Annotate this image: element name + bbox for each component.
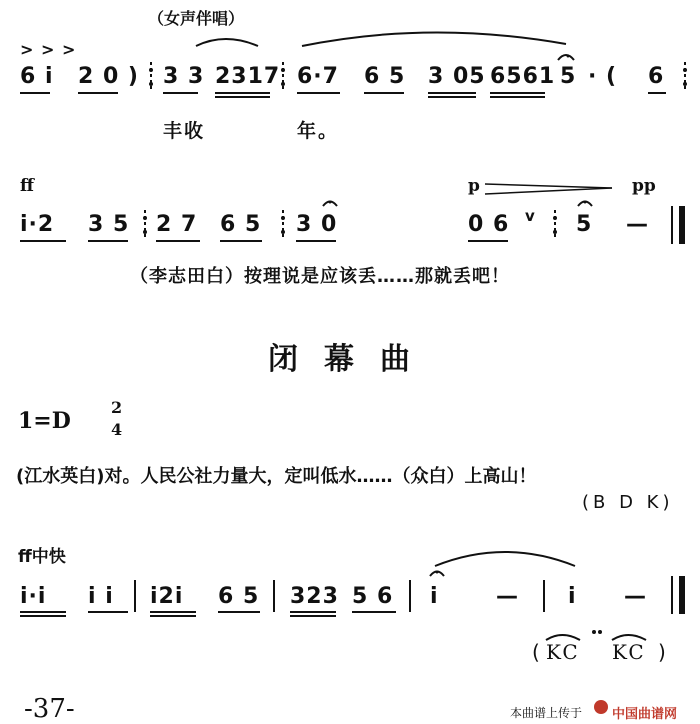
note-group: 2 0 ) — [78, 64, 139, 89]
decrescendo — [485, 188, 612, 194]
note-group: i2i — [150, 584, 184, 609]
note-group: 2317 — [215, 64, 281, 89]
note-group: 3 05 — [428, 64, 486, 89]
note-group: i·i — [20, 584, 47, 609]
spoken-line: （李志田白）按理说是应该丢……那就丢吧！ — [130, 266, 510, 287]
paren-close: ) — [658, 640, 666, 664]
dialogue-line: (江水英白)对。人民公社力量大，定叫低水……（众白）上高山！ — [16, 466, 537, 487]
note-group: — — [626, 212, 649, 237]
note-group: 6 — [648, 64, 665, 89]
dynamic-ff: ff — [20, 176, 34, 196]
note-group: 6 i — [20, 64, 54, 89]
slur — [546, 635, 580, 640]
lyric: 丰收 — [163, 120, 206, 142]
note-group: 6 5 — [218, 584, 260, 609]
fermata — [558, 55, 574, 60]
slur — [612, 635, 646, 640]
slur — [196, 39, 258, 46]
note-group: 3 5 — [88, 212, 130, 237]
note-group: i — [430, 584, 439, 609]
dynamic-pp: pp — [632, 176, 656, 196]
instrument-marking: (B D K) — [582, 492, 674, 513]
note-group: 5 — [560, 64, 577, 89]
site-logo-icon — [594, 700, 608, 714]
percussion-kc: KC — [546, 640, 580, 664]
accent-marks: > > > — [20, 40, 77, 59]
note-group: — — [624, 584, 647, 609]
tie — [435, 552, 575, 566]
lyric: 年。 — [297, 120, 340, 142]
upload-text: 本曲谱上传于 — [510, 706, 583, 720]
dynamic-p: p — [468, 176, 480, 196]
note-group: 6561 — [490, 64, 556, 89]
vocal-annotation: （女声伴唱） — [148, 9, 245, 28]
time-signature-top: 2 — [111, 398, 123, 417]
tempo-marking: ff中快 — [18, 547, 66, 567]
note-group: — — [496, 584, 519, 609]
site-name: 中国曲谱网 — [612, 707, 678, 722]
note-group: i — [568, 584, 577, 609]
paren-open: ( — [532, 640, 540, 664]
time-signature-bottom: 4 — [111, 420, 123, 439]
note-group: 6·7 — [297, 64, 339, 89]
breath-mark: v — [525, 207, 535, 225]
note-group: 6 5 — [364, 64, 406, 89]
note-group: i i — [88, 584, 114, 609]
note-group: 0 6 — [468, 212, 510, 237]
note-group: 3 0 — [296, 212, 338, 237]
note-group: 2 7 — [156, 212, 198, 237]
decrescendo — [485, 184, 612, 188]
note-group: 6 5 — [220, 212, 262, 237]
note-group: 3 3 — [163, 64, 205, 89]
note-group: 323 — [290, 584, 339, 609]
page-number: -37- — [24, 694, 75, 724]
percussion-kc: KC — [612, 640, 646, 664]
slur — [302, 32, 566, 46]
note-group: 5 6 — [352, 584, 394, 609]
section-title: 闭幕曲 — [268, 342, 436, 377]
key-signature: 1=D — [18, 408, 71, 434]
note-group: i·2 — [20, 212, 55, 237]
note-group: · ( — [588, 64, 618, 89]
note-group: 5 — [576, 212, 593, 237]
